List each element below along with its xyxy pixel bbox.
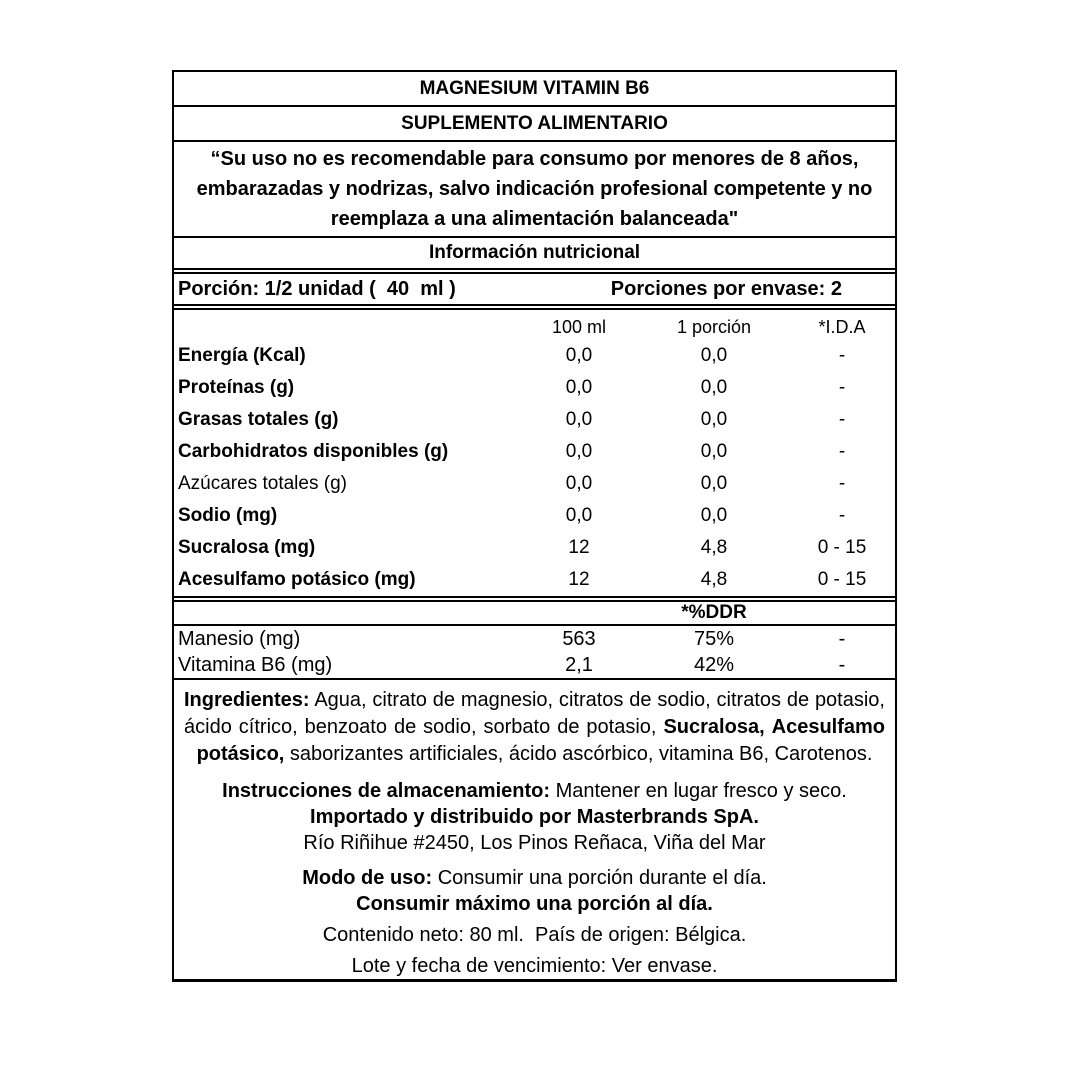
table-row-vitamina-b6: Vitamina B6 (mg) 2,1 42% - [178, 654, 846, 676]
table-header-row [174, 314, 895, 340]
table-row-sucralosa: Sucralosa (mg) 12 4,8 0 - 15 [178, 537, 867, 558]
lot-info: Lote y fecha de vencimiento: Ver envase. [351, 955, 718, 977]
ingredients-text: Ingredientes: Agua, citrato de magnesio, citratos de sodio, citratos de potasio, ácido cítrico, benzoato de sodio, sorbato de potasio, Sucralosa, Acesulfamo potásico, saborizantes artificiales, ácido ascórbico, vitamina B6, Carotenos. [184, 689, 885, 765]
table-row-sodio: Sodio (mg) 0,0 0,0 - [178, 505, 846, 526]
table-row-magnesio: Manesio (mg) 563 75% - [178, 628, 846, 650]
minerals-section [174, 626, 895, 680]
ddr-header-row [174, 600, 895, 626]
col-header-ida: *I.D.A [818, 316, 866, 337]
storage-instructions: Instrucciones de almacenamiento: Mantener en lugar fresco y seco. [222, 780, 847, 802]
col-header-100ml: 100 ml [551, 316, 607, 337]
servings-per-container: Porciones por envase: 2 [610, 278, 842, 300]
table-row-energia: Energía (Kcal) 0,0 0,0 - [178, 345, 846, 366]
col-header-portion: 1 porción [676, 316, 752, 337]
ingredients-label: Ingredientes: [184, 689, 310, 711]
importer-address: Río Riñihue #2450, Los Pinos Reñaca, Viña del Mar [303, 832, 766, 854]
table-row-proteinas: Proteínas (g) 0,0 0,0 - [178, 377, 846, 398]
table-row-acesulfamo: Acesulfamo potásico (mg) 12 4,8 0 - 15 [178, 569, 867, 590]
table-row-azucares: Azúcares totales (g) 0,0 0,0 - [178, 473, 846, 494]
max-daily-warning: Consumir máximo una porción al día. [356, 893, 713, 915]
portion-row [174, 272, 895, 306]
warning-text: “Su uso no es recomendable para consumo por menores de 8 años, embarazadas y nodrizas, salvo indicación profesional competente y no reemplaza a una alimentación balanceada" [174, 142, 895, 238]
table-row-grasas: Grasas totales (g) 0,0 0,0 - [178, 409, 846, 430]
product-title: MAGNESIUM VITAMIN B6 [174, 72, 895, 107]
portion-size: Porción: 1/2 unidad ( 40 ml ) [178, 278, 456, 300]
usage-instructions: Modo de uso: Consumir una porción durante el día. [302, 867, 767, 889]
ddr-header: *%DDR [681, 602, 747, 623]
nutrition-section-title: Información nutricional [174, 238, 895, 270]
importer-info: Importado y distribuido por Masterbrands SpA. [310, 806, 759, 828]
label-footer [174, 680, 895, 979]
nutrition-table [174, 308, 895, 598]
table-row-carbohidratos: Carbohidratos disponibles (g) 0,0 0,0 - [178, 441, 846, 462]
supplement-type: SUPLEMENTO ALIMENTARIO [174, 107, 895, 142]
net-content: Contenido neto: 80 ml. País de origen: Bélgica. [322, 924, 747, 946]
product-label [172, 70, 897, 982]
